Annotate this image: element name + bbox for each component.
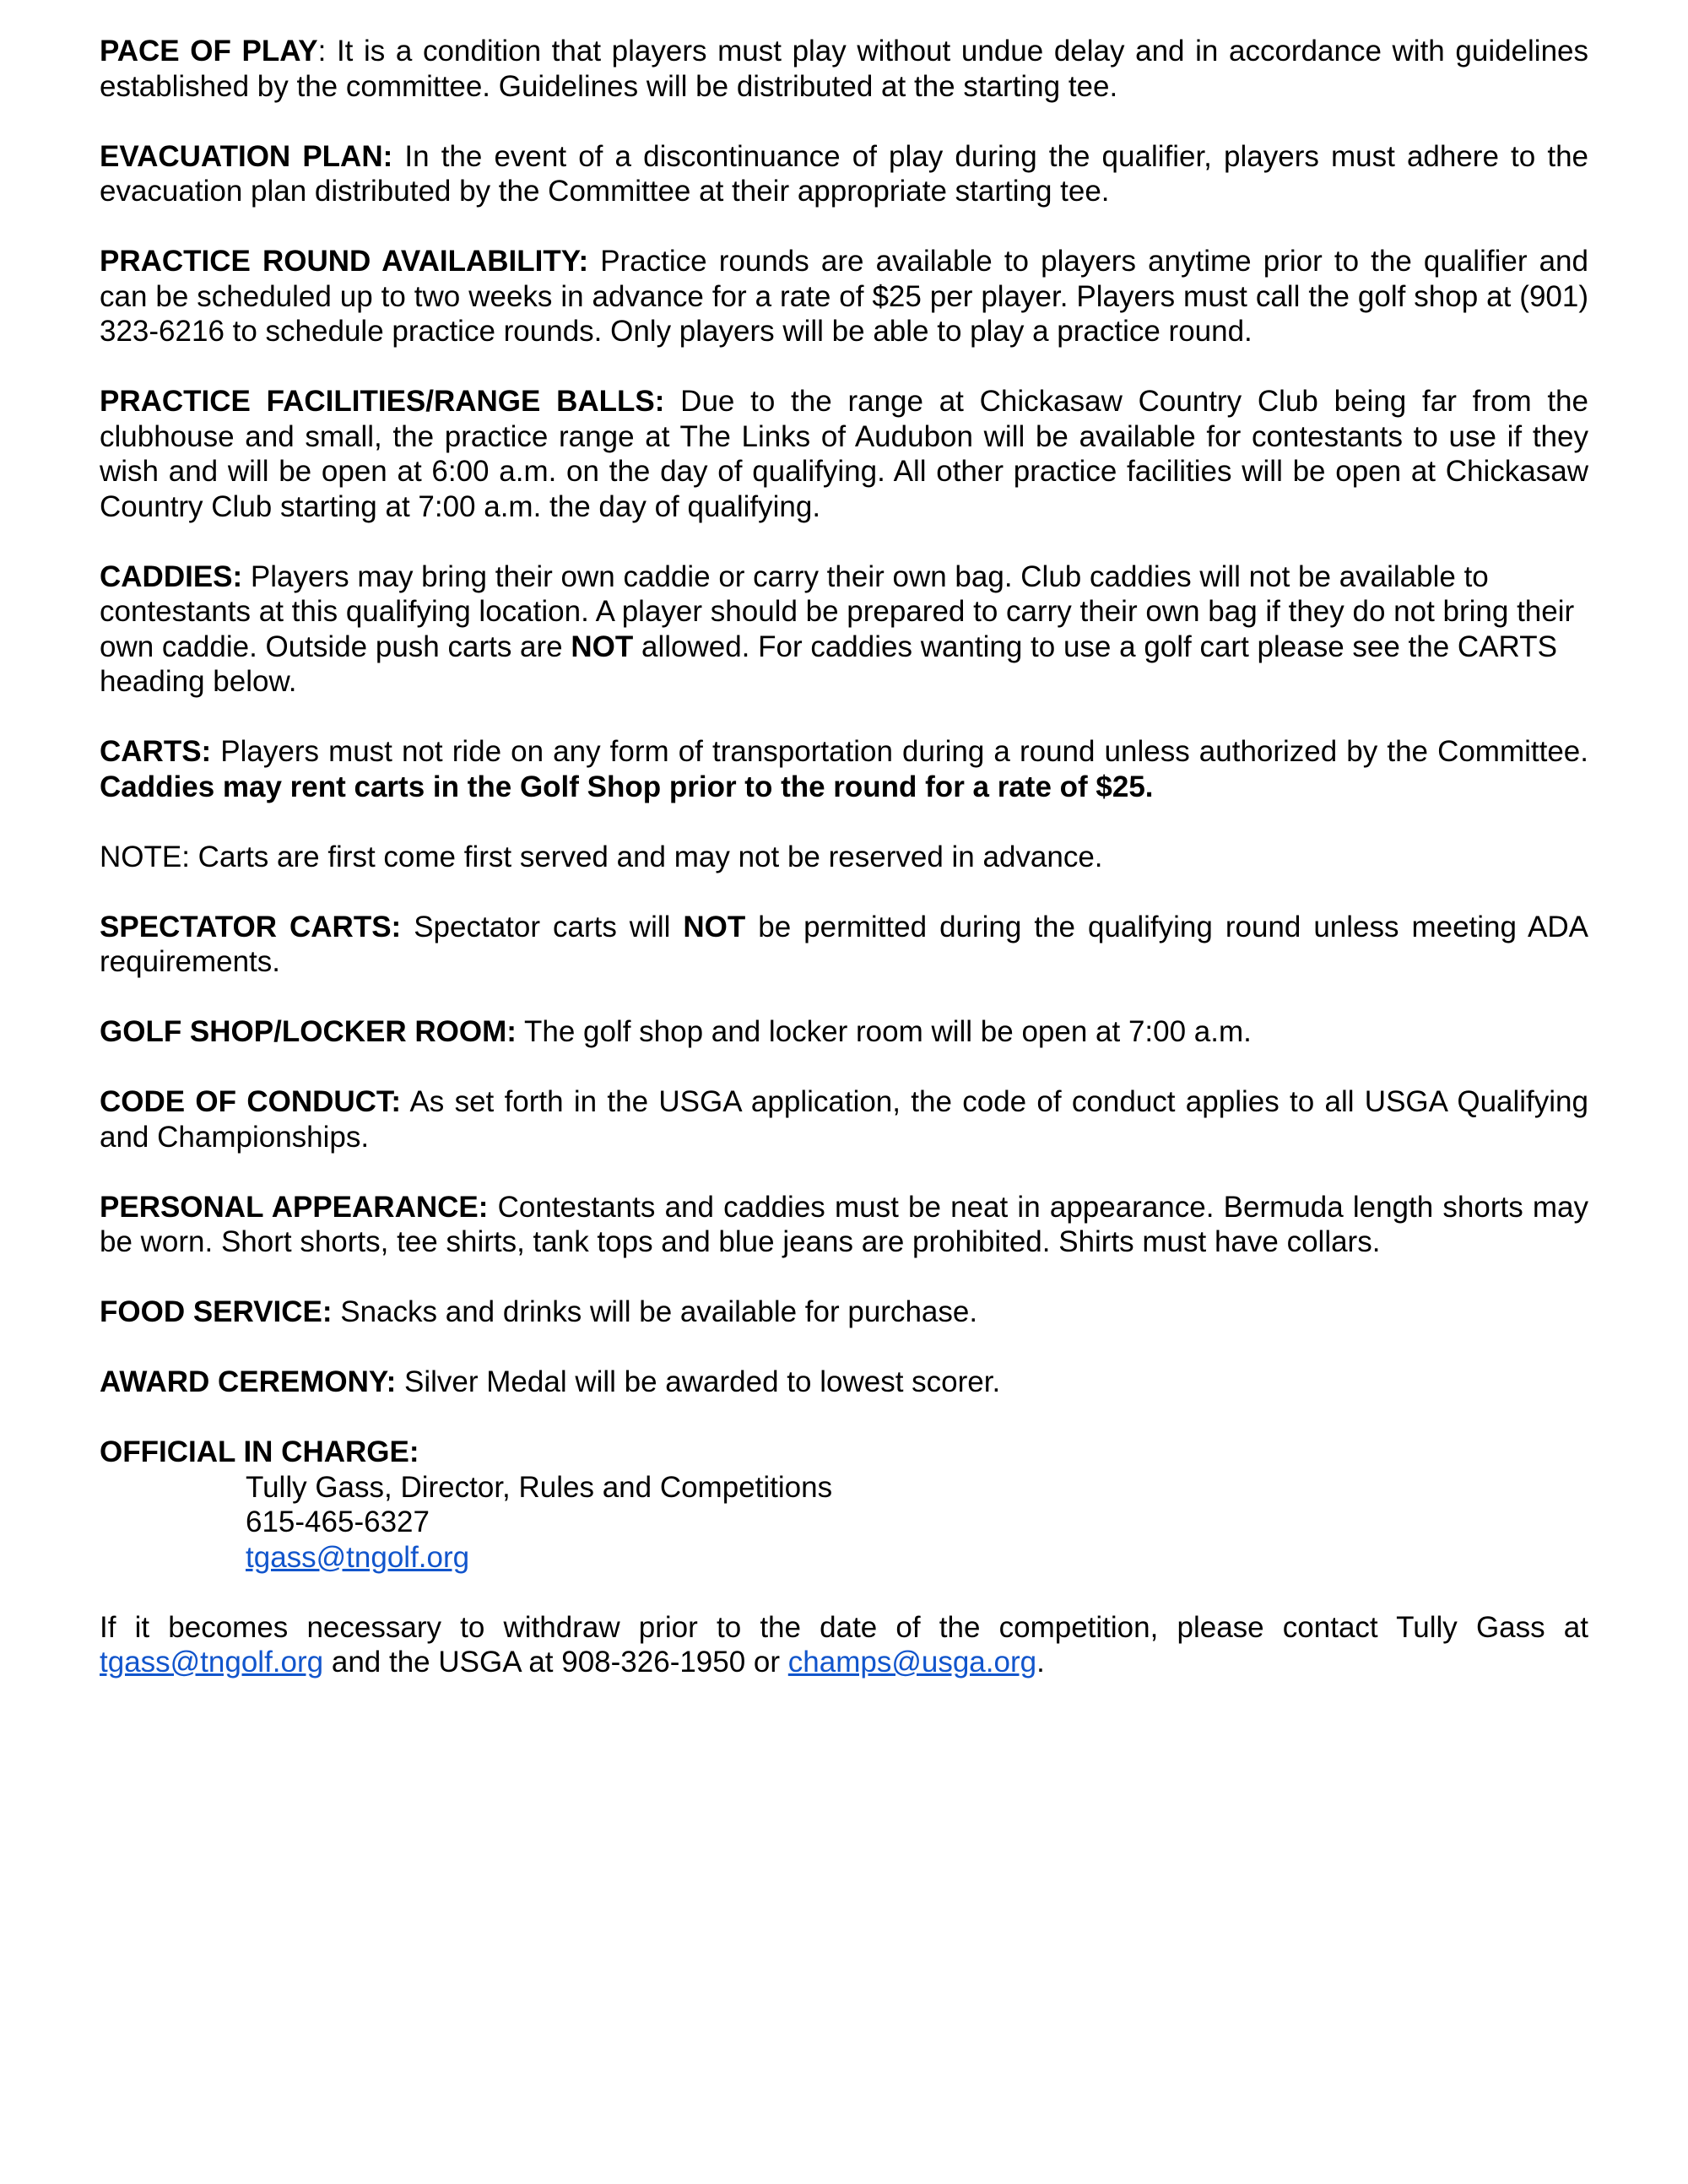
award-ceremony-text: Silver Medal will be awarded to lowest scorer. <box>396 1365 1001 1398</box>
evacuation-plan-text: In the event of a discontinuance of play during the qualifier, players must adhere to the evacuation plan distributed by the Committee at their appropriate starting tee. <box>100 139 1589 208</box>
practice-round-heading: PRACTICE ROUND AVAILABILITY: <box>100 245 589 278</box>
award-ceremony-heading: AWARD CEREMONY: <box>100 1365 397 1398</box>
withdraw-text-middle: and the USGA at 908-326-1950 or <box>323 1646 788 1679</box>
evacuation-plan-section <box>100 139 1588 209</box>
personal-appearance-heading: PERSONAL APPEARANCE: <box>100 1190 489 1224</box>
carts-bold-text: Caddies may rent carts in the Golf Shop prior to the round for a rate of $25. <box>100 770 1154 803</box>
code-of-conduct-heading: CODE OF CONDUCT: <box>100 1085 402 1118</box>
pace-of-play-section <box>100 34 1588 104</box>
spectator-carts-text-after: be permitted during the qualifying round unless meeting ADA requirements. <box>100 910 1589 978</box>
withdraw-tngolf-email-link[interactable]: tgass@tngolf.org <box>100 1646 324 1679</box>
caddies-heading: CADDIES: <box>100 560 243 593</box>
carts-section <box>100 734 1588 804</box>
note-section <box>100 840 1588 875</box>
evacuation-plan-heading: EVACUATION PLAN: <box>100 139 393 173</box>
withdraw-text-after: . <box>1036 1646 1045 1679</box>
official-name-line: Tully Gass, Director, Rules and Competitions <box>246 1470 833 1504</box>
personal-appearance-text: Contestants and caddies must be neat in appearance. Bermuda length shorts may be worn. Short shorts, tee shirts, tank tops and blue jeans are prohibited. Shirts must have collars. <box>100 1190 1589 1258</box>
golf-shop-text: The golf shop and locker room will be open at 7:00 a.m. <box>516 1015 1252 1048</box>
practice-round-text: Practice rounds are available to players anytime prior to the qualifier and can be scheduled up to two weeks in advance for a rate of $25 per player. Players must call the golf shop at (901) 323-6216 to schedule practice rounds. Only players will be able to play a practice round. <box>100 245 1588 348</box>
official-in-charge-heading: OFFICIAL IN CHARGE: <box>100 1435 419 1468</box>
withdraw-section <box>100 1610 1588 1680</box>
withdraw-usga-email-link[interactable]: champs@usga.org <box>787 1646 1037 1679</box>
golf-shop-section <box>100 1014 1588 1050</box>
caddies-text-before: Players may bring their own caddie or carry their own bag. Club caddies will not be available to contestants at this qualifying location. A player should be prepared to carry their own bag if they do not bring their own caddie. Outside push carts are <box>100 560 1575 663</box>
award-ceremony-section <box>100 1365 1588 1400</box>
code-of-conduct-text: As set forth in the USGA application, the code of conduct applies to all USGA Qualifying and Championships. <box>100 1085 1588 1154</box>
food-service-heading: FOOD SERVICE: <box>100 1295 333 1328</box>
note-text: NOTE: Carts are first come first served and may not be reserved in advance. <box>100 840 1103 873</box>
carts-heading: CARTS: <box>100 735 212 768</box>
official-in-charge-section <box>100 1435 1588 1575</box>
practice-facilities-heading: PRACTICE FACILITIES/RANGE BALLS: <box>100 385 665 418</box>
caddies-emphasis: NOT <box>571 630 634 663</box>
personal-appearance-section <box>100 1190 1588 1260</box>
food-service-section <box>100 1295 1588 1330</box>
official-phone: 615-465-6327 <box>246 1506 430 1538</box>
pace-of-play-heading: PACE OF PLAY <box>100 35 318 68</box>
official-email-line <box>100 1540 1588 1576</box>
golf-shop-heading: GOLF SHOP/LOCKER ROOM: <box>100 1015 517 1048</box>
practice-facilities-text: Due to the range at Chickasaw Country Club being far from the clubhouse and small, the practice range at The Links of Audubon will be available for contestants to use if they wish and will be open at 6:00 a.m. on the day of qualifying. All other practice facilities will be open at Chickasaw Country Club starting at 7:00 a.m. the day of qualifying. <box>100 385 1588 523</box>
spectator-carts-section <box>100 910 1588 980</box>
carts-text: Players must not ride on any form of transportation during a round unless authorized by the Committee. <box>211 735 1588 768</box>
code-of-conduct-section <box>100 1084 1588 1154</box>
pace-of-play-text: : It is a condition that players must play without undue delay and in accordance with guidelines established by the committee. Guidelines will be distributed at the starting tee. <box>100 35 1589 103</box>
practice-round-section <box>100 244 1588 349</box>
document-page <box>100 34 1588 1715</box>
spectator-carts-text-before: Spectator carts will <box>401 910 684 943</box>
official-email-link[interactable]: tgass@tngolf.org <box>246 1540 470 1574</box>
spectator-carts-emphasis: NOT <box>683 910 746 943</box>
food-service-text: Snacks and drinks will be available for purchase. <box>332 1295 978 1328</box>
withdraw-text-before: If it becomes necessary to withdraw prior to the date of the competition, please contact Tully Gass at <box>100 1610 1588 1644</box>
caddies-text-after: allowed. For caddies wanting to use a golf cart please see the CARTS heading below. <box>100 630 1557 698</box>
caddies-section <box>100 560 1588 700</box>
spectator-carts-heading: SPECTATOR CARTS: <box>100 910 402 943</box>
practice-facilities-section <box>100 384 1588 524</box>
